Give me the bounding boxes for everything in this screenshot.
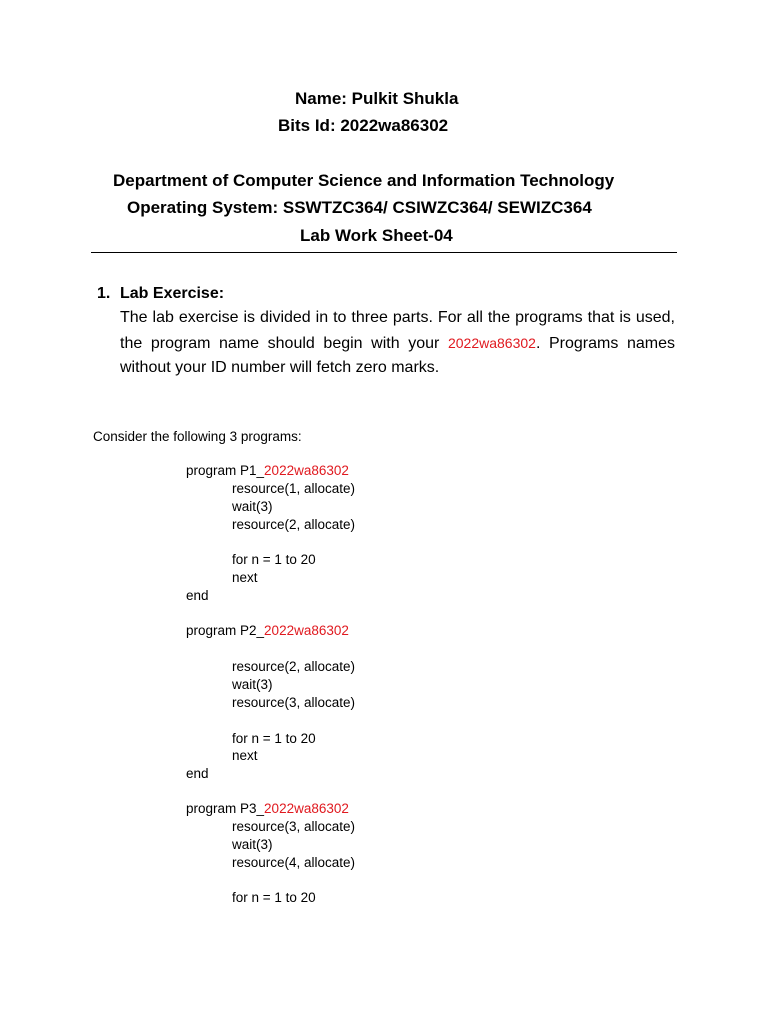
section-title: Lab Exercise: bbox=[120, 285, 225, 302]
p2-line-1: resource(2, allocate) bbox=[232, 659, 356, 674]
p3-id: 2022wa86302 bbox=[264, 801, 349, 816]
p2-id: 2022wa86302 bbox=[264, 623, 349, 638]
p3-line-2: wait(3) bbox=[232, 837, 273, 852]
p2-line-5: next bbox=[232, 748, 258, 763]
course-title: Operating System: SSWTZC364/ CSIWZC364/ SEWIZC364 bbox=[127, 198, 592, 217]
p3-header bbox=[186, 801, 349, 816]
p2-end: end bbox=[186, 766, 209, 781]
p2-prefix: program P2_ bbox=[186, 623, 265, 638]
p2-line-3: resource(3, allocate) bbox=[232, 695, 356, 710]
intro-text: Consider the following 3 programs: bbox=[93, 429, 302, 444]
paragraph-id: 2022wa86302 bbox=[447, 334, 536, 351]
sheet-title: Lab Work Sheet-04 bbox=[300, 226, 453, 245]
p1-prefix: program P1_ bbox=[186, 463, 265, 478]
p3-prefix: program P3_ bbox=[186, 801, 265, 816]
p2-header bbox=[186, 623, 349, 638]
p1-line-5: next bbox=[232, 570, 258, 585]
section-number: 1. bbox=[97, 285, 111, 302]
p1-line-1: resource(1, allocate) bbox=[232, 481, 356, 496]
p1-header bbox=[186, 463, 349, 478]
p2-line-2: wait(3) bbox=[232, 677, 273, 692]
header-divider bbox=[91, 252, 677, 253]
p3-line-1: resource(3, allocate) bbox=[232, 819, 356, 834]
section-paragraph bbox=[120, 306, 675, 381]
p1-end: end bbox=[186, 588, 209, 603]
p1-id: 2022wa86302 bbox=[264, 463, 349, 478]
department-title: Department of Computer Science and Information Technology bbox=[113, 171, 615, 190]
paragraph-text-2: . Programs names without your ID number will fetch zero marks. bbox=[120, 334, 675, 376]
p1-line-3: resource(2, allocate) bbox=[232, 517, 356, 532]
p2-line-4: for n = 1 to 20 bbox=[232, 731, 316, 746]
p3-line-4: for n = 1 to 20 bbox=[232, 890, 316, 905]
p3-line-3: resource(4, allocate) bbox=[232, 855, 356, 870]
paragraph-text-1: The lab exercise is divided in to three parts. For all the programs that is used, the program name should begin with your bbox=[120, 309, 675, 352]
bits-id: Bits Id: 2022wa86302 bbox=[278, 116, 449, 135]
p1-line-2: wait(3) bbox=[232, 499, 273, 514]
p1-line-4: for n = 1 to 20 bbox=[232, 552, 316, 567]
student-name: Name: Pulkit Shukla bbox=[295, 89, 459, 108]
